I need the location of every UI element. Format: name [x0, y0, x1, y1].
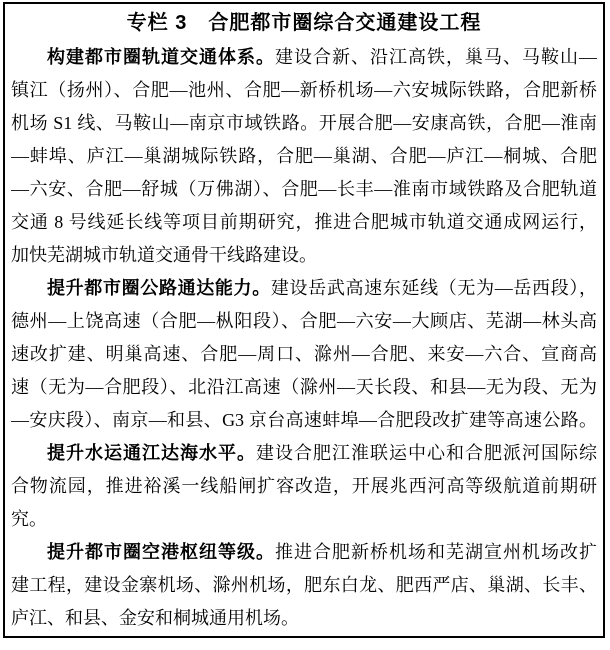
text-line: 机场 S1 线、马鞍山—南京市域铁路。开展合肥—安康高铁，合肥—淮南 [11, 113, 597, 133]
text-line: 交通 8 号线延长线等项目前期研究，推进合肥城市轨道交通成网运行， [11, 212, 597, 232]
paragraph-text: 建设合新、沿江高铁，巢马、马鞍山— [275, 47, 597, 67]
paragraph [11, 437, 597, 536]
text-line: 究。 [11, 509, 47, 529]
paragraph [11, 41, 597, 272]
text-line: 速（无为—合肥段）、北沿江高速（滁州—天长段、和县—无为段、无为 [11, 377, 597, 397]
text-line: 合物流园，推进裕溪一线船闸扩容改造，开展兆西河高等级航道前期研 [11, 476, 597, 496]
text-line: —安庆段）、南京—和县、G3 京台高速蚌埠—合肥段改扩建等高速公路。 [11, 410, 597, 430]
box-body [11, 41, 597, 635]
paragraph-text: 建设岳武高速东延线（无为—岳西段）， [270, 278, 597, 298]
column-box [3, 2, 605, 638]
paragraph [11, 536, 597, 635]
text-line: —蚌埠、庐江—巢湖城际铁路，合肥—巢湖、合肥—庐江—桐城、合肥 [11, 146, 597, 166]
text-line: 庐江、和县、金安和桐城通用机场。 [11, 608, 299, 628]
text-line: 镇江（扬州）、合肥—池州、合肥—新桥机场—六安城际铁路，合肥新桥 [11, 80, 597, 100]
text-line: —六安、合肥—舒城（万佛湖）、合肥—长丰—淮南市域铁路及合肥轨道 [11, 179, 597, 199]
box-title: 专栏 3 合肥都市圈综合交通建设工程 [126, 12, 482, 34]
paragraph-lead: 提升都市圈空港枢纽等级。 [47, 542, 275, 562]
text-line: 建工程，建设金寨机场、滁州机场，肥东白龙、肥西严店、巢湖、长丰、 [11, 575, 597, 595]
paragraph-text: 建设合肥江淮联运中心和合肥派河国际综 [256, 443, 597, 463]
paragraph-lead: 提升水运通江达海水平。 [47, 443, 256, 463]
paragraph [11, 272, 597, 437]
text-line [11, 272, 597, 305]
text-line [11, 41, 597, 74]
text-line: 速改扩建、明巢高速、合肥—周口、滁州—合肥、来安—六合、宣商高 [11, 344, 597, 364]
paragraph-text: 推进合肥新桥机场和芜湖宣州机场改扩 [275, 542, 597, 562]
text-line [11, 536, 597, 569]
text-line: 德州—上饶高速（合肥—枞阳段）、合肥—六安—大顾店、芜湖—林头高 [11, 311, 597, 331]
text-line [11, 437, 597, 470]
paragraph-lead: 构建都市圈轨道交通体系。 [47, 47, 275, 67]
paragraph-lead: 提升都市圈公路通达能力。 [47, 278, 271, 298]
text-line: 加快芜湖城市轨道交通骨干线路建设。 [11, 245, 317, 265]
